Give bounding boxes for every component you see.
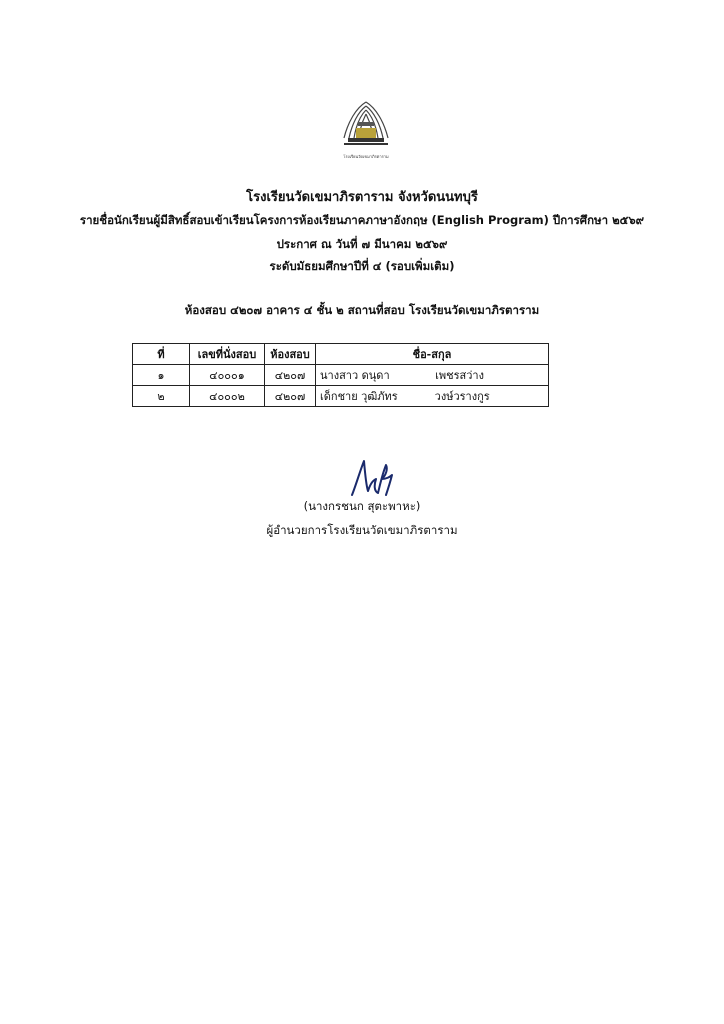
grade-level: ระดับมัธยมศึกษาปีที่ ๔ (รอบเพิ่มเติม) — [269, 259, 455, 273]
table-row — [133, 386, 549, 407]
signatory-title: ผู้อำนวยการโรงเรียนวัดเขมาภิรตาราม — [266, 523, 458, 537]
candidate-table — [132, 343, 549, 407]
last-name: วงษ์วรางกูร — [434, 390, 490, 403]
first-name: วุฒิภัทร — [361, 390, 398, 403]
row-name — [316, 365, 549, 386]
school-name: โรงเรียนวัดเขมาภิรตาราม จังหวัดนนทบุรี — [246, 190, 478, 205]
name-prefix: เด็กชาย — [320, 390, 358, 403]
table-row — [133, 365, 549, 386]
school-logo — [338, 100, 394, 166]
row-room: ๔๒๐๗ — [265, 386, 316, 407]
director-signature — [346, 455, 400, 499]
header-name: ชื่อ-สกุล — [316, 344, 549, 365]
signatory-name: (นางกรชนก สุตะพาหะ) — [303, 499, 421, 513]
document-subtitle: รายชื่อนักเรียนผู้มีสิทธิ์สอบเข้าเรียนโครงการห้องเรียนภาคภาษาอังกฤษ (English Program) ปีการศึกษา ๒๕๖๙ — [79, 213, 645, 227]
row-seat: ๔๐๐๐๒ — [190, 386, 265, 407]
header-seat: เลขที่นั่งสอบ — [190, 344, 265, 365]
header-room: ห้องสอบ — [265, 344, 316, 365]
table-header-row — [133, 344, 549, 365]
exam-room-info: ห้องสอบ ๔๒๐๗ อาคาร ๔ ชั้น ๒ สถานที่สอบ โรงเรียนวัดเขมาภิรตาราม — [184, 303, 540, 317]
announcement-date: ประกาศ ณ วันที่ ๗ มีนาคม ๒๕๖๙ — [276, 237, 448, 251]
logo-caption: โรงเรียนวัดเขมาภิรตาราม — [343, 154, 389, 159]
row-room: ๔๒๐๗ — [265, 365, 316, 386]
row-no: ๒ — [133, 386, 190, 407]
first-name: ดนุดา — [361, 369, 390, 382]
row-no: ๑ — [133, 365, 190, 386]
row-name — [316, 386, 549, 407]
last-name: เพชรสว่าง — [435, 369, 484, 382]
row-seat: ๔๐๐๐๑ — [190, 365, 265, 386]
name-prefix: นางสาว — [320, 369, 359, 382]
header-no: ที่ — [133, 344, 190, 365]
